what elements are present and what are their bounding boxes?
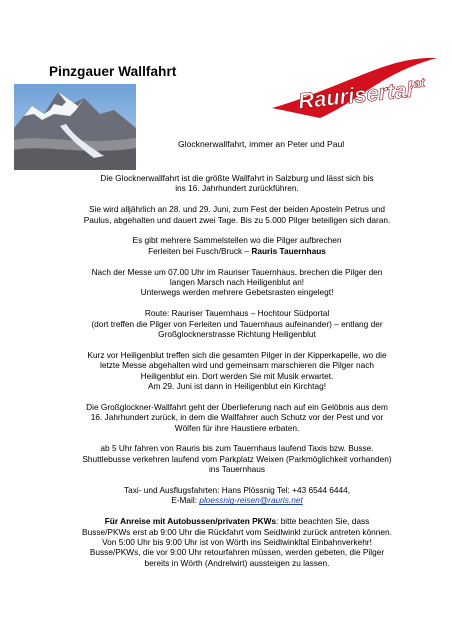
mountain-photo: [14, 84, 136, 170]
document-body: [52, 173, 422, 579]
paragraph-history: Die Großglockner-Wallfahrt geht der Überlieferung nach auf ein Gelöbnis aus dem 16. Jahrhundert zurück, in dem die Wallfahrer auch Schutz vor der Pest und vor Wölfen für ihre Haustiere erbaten.: [86, 401, 388, 433]
logo-text: Raurisertal: [296, 76, 414, 114]
paragraph-dates: Sie wird alljährlich an 28. und 29. Juni, zum Fest der beiden Aposteln Petrus und Paulus, abgehalten und dauert zwei Tage. Bis zu 5.000 Pilger beteiligen sich daran.: [83, 204, 391, 225]
paragraph-bus-notice: Für Anreise mit Autobussen/privaten PKWs: bitte beachten Sie, dass Busse/PKWs erst ab 9:00 Uhr die Rückfahrt vom Seidlwinkl zurück antreten können. Von 5:00 Uhr bis 9:00 Uhr ist von Wörth ins Seidlwinkltal Einbahnverkehr! Busse/PKWs, die vor 9:00 Uhr retourfahren müssen, werden gebeten, die Pilger bereits in Wörth (Andrelwirt) aussteigen zu lassen.: [82, 516, 392, 568]
paragraph-origin: Die Glocknerwallfahrt ist die größte Wallfahrt in Salzburg und lässt sich bis ins 16. Jahrhundert zurückführen.: [100, 173, 374, 194]
paragraph-arrival: Kurz vor Heiligenblut treffen sich die gesamten Pilger in der Kipperkapelle, wo die letzte Messe abgehalten wird und gemeinsam marschieren die Pilger nach Heiligenblut ein. Dort werden Sie mit Musik erwartet. Am 29. Juni ist dann in Heiligenblut ein Kirchtag!: [87, 349, 387, 392]
raurisertal-logo: [262, 56, 440, 122]
page-title: Pinzgauer Wallfahrt: [49, 64, 177, 79]
paragraph-route: Route: Rauriser Tauernhaus – Hochtour Südportal (dort treffen die Pilger von Ferleiten und Tauernhaus aufeinander) – entlang der Großglocknerstrasse Richtung Heiligenblut: [91, 308, 383, 340]
logo-suffix: .at: [408, 74, 426, 92]
subtitle: Glocknerwallfahrt, immer an Peter und Paul: [178, 139, 345, 149]
paragraph-contact: Taxi- und Ausflugsfahrten: Hans Plössnig Tel: +43 6544 6444, E-Mail: ploessnig-reisen@rauris.net: [123, 485, 351, 506]
email-link[interactable]: ploessnig-reisen@rauris.net: [199, 495, 303, 506]
paragraph-transport: ab 5 Uhr fahren von Rauris bis zum Tauernhaus laufend Taxis bzw. Busse. Shuttlebusse verkehren laufend vom Parkplatz Weixen (Parkmöglichkeit vorhanden) ins Tauernhaus: [82, 443, 392, 475]
paragraph-meeting-points: Es gibt mehrere Sammelstellen wo die Pilger aufbrechen Ferleiten bei Fusch/Bruck – Rauris Tauernhaus: [132, 235, 342, 256]
paragraph-mass: Nach der Messe um 07.00 Uhr im Rauriser Tauernhaus, brechen die Pilger den langen Marsch nach Heiligenblut an! Unterwegs werden mehrere Gebetsrasten eingelegt!: [91, 266, 383, 298]
